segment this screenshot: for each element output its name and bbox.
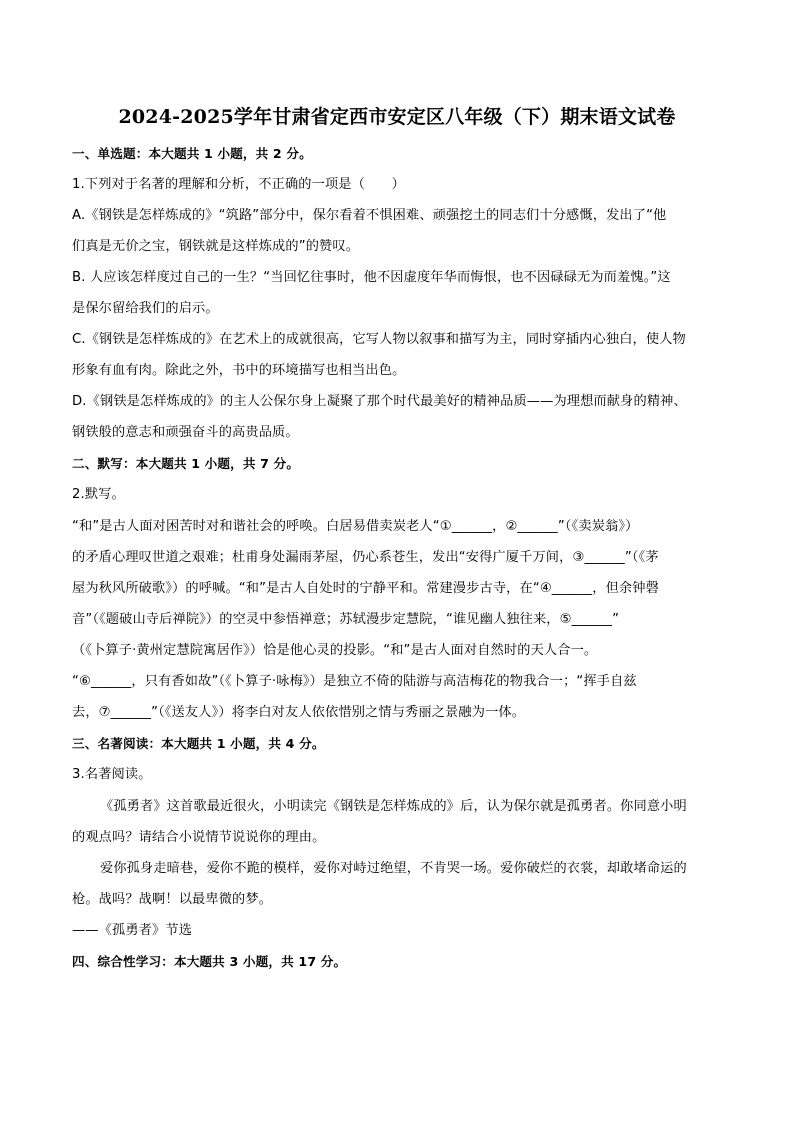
question-1-option-b-line-1: B. 人应该怎样度过自己的一生？“当回忆往事时，他不因虚度年华而悔恨，也不因碌碌无为而羞愧。”这 [72, 270, 671, 285]
question-2-paragraph-line-7: 去，⑦______”（《送友人》）将李白对友人依依惜别之情与秀丽之景融为一体。 [72, 705, 526, 720]
question-1-option-c-line-1: C.《钢铁是怎样炼成的》在艺术上的成就很高，它写人物以叙事和描写为主，同时穿插内心独白，使人物 [72, 332, 686, 347]
question-2-paragraph-line-1: “和”是古人面对困苦时对和谐社会的呼唤。白居易借卖炭老人“①______，②______”（《卖炭翁》） [72, 519, 639, 534]
question-3-prompt-line-2: 的观点吗？请结合小说情节说说你的理由。 [72, 830, 326, 845]
question-1-option-c-line-2: 形象有血有肉。除此之外，书中的环境描写也相当出色。 [72, 363, 406, 378]
question-2-paragraph-line-4: 音”（《题破山寺后禅院》）的空灵中参悟禅意；苏轼漫步定慧院，“谁见幽人独往来，⑤______” [72, 612, 620, 627]
question-3-stem: 3.名著阅读。 [72, 767, 152, 782]
question-3-lyrics-line-1: 爱你孤身走暗巷，爱你不跪的模样，爱你对峙过绝望，不肯哭一场。爱你破烂的衣裳，却敢堵命运的 [100, 861, 687, 876]
question-1-option-a-line-2: 们真是无价之宝，钢铁就是这样炼成的”的赞叹。 [72, 239, 360, 254]
exam-title: 2024-2025学年甘肃省定西市安定区八年级（下）期末语文试卷 [118, 106, 676, 128]
question-2-paragraph-line-6: “⑥______，只有香如故”（《卜算子·咏梅》）是独立不倚的陆游与高洁梅花的物我合一；“挥手自兹 [72, 674, 637, 689]
section-heading-2: 二、默写：本大题共 1 小题，共 7 分。 [72, 456, 300, 471]
question-1-option-d-line-1: D.《钢铁是怎样炼成的》的主人公保尔身上凝聚了那个时代最美好的精神品质——为理想而献身的精神、 [72, 394, 687, 409]
question-2-paragraph-line-2: 的矛盾心理叹世道之艰难；杜甫身处漏雨茅屋，仍心系苍生，发出“安得广厦千万间，③______”（《茅 [72, 550, 659, 565]
question-2-paragraph-line-3: 屋为秋风所破歌》）的呼喊。“和”是古人自处时的宁静平和。常建漫步古寺，在“④______，但余钟磬 [72, 581, 659, 596]
question-3-prompt-line-1: 《孤勇者》这首歌最近很火，小明读完《钢铁是怎样炼成的》后，认为保尔就是孤勇者。你同意小明 [100, 799, 687, 814]
question-1-stem: 1.下列对于名著的理解和分析，不正确的一项是（ ） [72, 177, 405, 192]
question-2-paragraph-line-5: （《卜算子·黄州定慧院寓居作》）恰是他心灵的投影。“和”是古人面对自然时的天人合一。 [72, 643, 598, 658]
question-1-option-b-line-2: 是保尔留给我们的启示。 [72, 301, 219, 316]
question-1-option-a-line-1: A.《钢铁是怎样炼成的》“筑路”部分中，保尔看着不惧困难、顽强挖土的同志们十分感慨，发出了“他 [72, 208, 667, 223]
question-2-stem: 2.默写。 [72, 487, 125, 502]
section-heading-1: 一、单选题：本大题共 1 小题，共 2 分。 [72, 146, 312, 161]
question-1-option-d-line-2: 钢铁般的意志和顽强奋斗的高贵品质。 [72, 425, 299, 440]
question-3-lyrics-line-2: 枪。战吗？战啊！以最卑微的梦。 [72, 892, 273, 907]
section-heading-3: 三、名著阅读：本大题共 1 小题，共 4 分。 [72, 736, 325, 751]
section-heading-4: 四、综合性学习：本大题共 3 小题，共 17 分。 [72, 954, 347, 969]
question-3-source: ——《孤勇者》节选 [72, 923, 193, 938]
